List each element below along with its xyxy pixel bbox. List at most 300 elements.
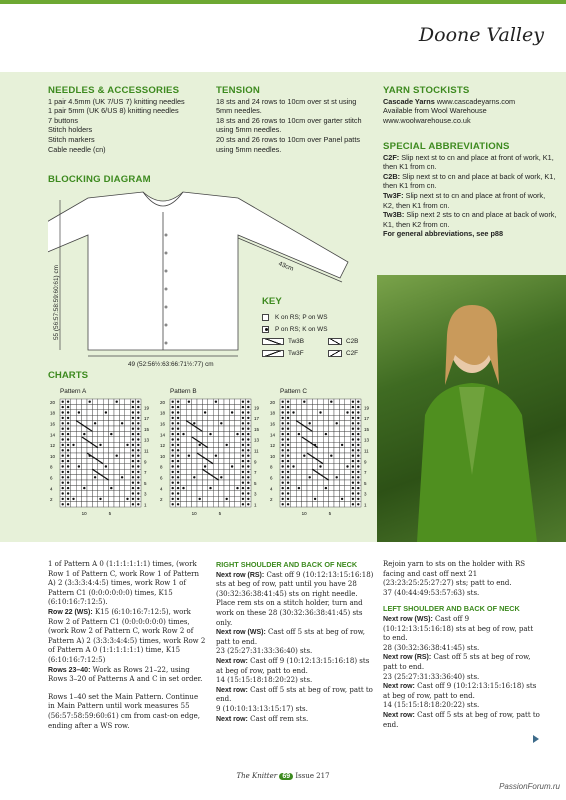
chart-cell bbox=[312, 485, 317, 490]
chart-cell bbox=[302, 410, 307, 415]
purl-dot bbox=[341, 498, 343, 500]
chart-cell bbox=[92, 502, 97, 507]
chart-cell bbox=[291, 442, 296, 447]
purl-dot bbox=[242, 498, 244, 500]
purl-dot bbox=[309, 476, 311, 478]
purl-dot bbox=[172, 444, 174, 446]
purl-dot bbox=[67, 492, 69, 494]
purl-dot bbox=[177, 503, 179, 505]
purl-dot bbox=[110, 487, 112, 489]
chart-cell bbox=[345, 437, 350, 442]
chart-cell bbox=[345, 426, 350, 431]
chart-cell bbox=[92, 496, 97, 501]
chart-cell bbox=[76, 399, 81, 404]
row-label: 3 bbox=[254, 491, 257, 497]
purl-dot bbox=[67, 444, 69, 446]
chart-cell bbox=[197, 491, 202, 496]
row-label: 19 bbox=[144, 405, 150, 411]
row-label: 12 bbox=[160, 443, 166, 449]
purl-dot bbox=[352, 422, 354, 424]
purl-dot bbox=[287, 487, 289, 489]
purl-dot bbox=[242, 401, 244, 403]
chart-cell bbox=[318, 448, 323, 453]
chart-cell bbox=[103, 480, 108, 485]
chart-cell bbox=[208, 453, 213, 458]
chart-cell bbox=[329, 421, 334, 426]
purl-dot bbox=[67, 428, 69, 430]
purl-dot bbox=[62, 406, 64, 408]
needles-heading: NEEDLES & ACCESSORIES bbox=[48, 85, 180, 96]
chart-cell bbox=[98, 410, 103, 415]
tension-line: 18 sts and 26 rows to 10cm over garter stitch bbox=[216, 115, 362, 125]
purl-dot bbox=[177, 455, 179, 457]
chart-cell bbox=[323, 496, 328, 501]
purl-dot bbox=[172, 433, 174, 435]
chart-cell bbox=[197, 399, 202, 404]
purl-dot bbox=[352, 498, 354, 500]
chart-cell bbox=[114, 437, 119, 442]
purl-dot bbox=[132, 455, 134, 457]
chart-cell bbox=[334, 480, 339, 485]
purl-dot bbox=[282, 460, 284, 462]
purl-dot bbox=[247, 449, 249, 451]
purl-dot bbox=[137, 492, 139, 494]
chart-cell bbox=[186, 458, 191, 463]
purl-dot bbox=[282, 444, 284, 446]
chart-cell bbox=[302, 496, 307, 501]
chart-cell bbox=[186, 480, 191, 485]
chart-cell bbox=[323, 469, 328, 474]
chart-cell bbox=[323, 410, 328, 415]
chart-cell bbox=[109, 404, 114, 409]
purl-dot bbox=[177, 492, 179, 494]
row-label: 19 bbox=[254, 405, 260, 411]
chart-cell bbox=[296, 453, 301, 458]
chart-cell bbox=[224, 458, 229, 463]
chart-cell bbox=[181, 453, 186, 458]
chart-cell bbox=[71, 464, 76, 469]
chart-cell bbox=[219, 496, 224, 501]
chart-cell bbox=[114, 426, 119, 431]
row-label: 12 bbox=[270, 443, 276, 449]
row-label: 13 bbox=[364, 437, 370, 443]
chart-cell bbox=[329, 442, 334, 447]
purl-dot bbox=[357, 406, 359, 408]
purl-dot bbox=[177, 406, 179, 408]
purl-dot bbox=[357, 428, 359, 430]
purl-dot bbox=[282, 471, 284, 473]
chart-cell bbox=[197, 480, 202, 485]
purl-dot bbox=[352, 449, 354, 451]
purl-dot bbox=[204, 465, 206, 467]
purl-dot bbox=[357, 460, 359, 462]
chart-cell bbox=[125, 464, 130, 469]
chart-cell bbox=[329, 469, 334, 474]
chart-cell bbox=[71, 421, 76, 426]
chart-cell bbox=[192, 496, 197, 501]
chart-cell bbox=[318, 485, 323, 490]
purl-dot bbox=[247, 471, 249, 473]
purl-dot bbox=[287, 465, 289, 467]
chart-cell bbox=[323, 426, 328, 431]
chart-cell bbox=[71, 410, 76, 415]
chart-cell bbox=[98, 453, 103, 458]
chart-cell bbox=[82, 442, 87, 447]
chart-cell bbox=[291, 485, 296, 490]
purl-dot bbox=[182, 433, 184, 435]
purl-dot bbox=[132, 503, 134, 505]
chart-cell bbox=[334, 437, 339, 442]
purl-dot bbox=[226, 444, 228, 446]
purl-dot bbox=[172, 487, 174, 489]
chart-cell bbox=[318, 453, 323, 458]
chart-cell bbox=[235, 491, 240, 496]
chart-cell bbox=[329, 480, 334, 485]
tension-line: using 5mm needles. bbox=[216, 144, 282, 154]
chart-cell bbox=[312, 415, 317, 420]
chart-cell bbox=[119, 464, 124, 469]
chart-cell bbox=[229, 448, 234, 453]
chart-cell bbox=[329, 404, 334, 409]
purl-dot bbox=[352, 401, 354, 403]
chart-cell bbox=[345, 480, 350, 485]
purl-dot bbox=[62, 476, 64, 478]
chart-cell bbox=[114, 458, 119, 463]
chart-cell bbox=[323, 480, 328, 485]
chart-cell bbox=[224, 464, 229, 469]
purl-dot bbox=[72, 498, 74, 500]
chart-cell bbox=[208, 410, 213, 415]
chart-cell bbox=[103, 431, 108, 436]
chart-cell bbox=[82, 448, 87, 453]
purl-dot bbox=[242, 476, 244, 478]
chart-cell bbox=[98, 431, 103, 436]
purl-dot bbox=[172, 460, 174, 462]
chart-cell bbox=[92, 426, 97, 431]
chart-cell bbox=[71, 491, 76, 496]
chart-cell bbox=[125, 502, 130, 507]
purl-dot bbox=[62, 460, 64, 462]
chart-cell bbox=[76, 502, 81, 507]
purl-dot bbox=[177, 444, 179, 446]
chart-cell bbox=[87, 458, 92, 463]
chart-cell bbox=[76, 458, 81, 463]
chart-cell bbox=[219, 480, 224, 485]
purl-symbol-icon bbox=[262, 326, 269, 333]
purl-dot bbox=[137, 444, 139, 446]
chart-cell bbox=[192, 431, 197, 436]
chart-cell bbox=[329, 431, 334, 436]
chart-cell bbox=[202, 404, 207, 409]
needles-line: 7 buttons bbox=[48, 115, 79, 125]
chart-cell bbox=[213, 404, 218, 409]
chart-cell bbox=[125, 491, 130, 496]
chart-cell bbox=[291, 491, 296, 496]
chart-cell bbox=[202, 485, 207, 490]
row-label: 14 bbox=[50, 432, 56, 438]
chart-cell bbox=[345, 404, 350, 409]
chart-cell bbox=[318, 431, 323, 436]
chart-cell bbox=[119, 431, 124, 436]
purl-dot bbox=[352, 438, 354, 440]
purl-dot bbox=[357, 503, 359, 505]
yarn-url[interactable]: www.cascadeyarns.com bbox=[436, 96, 516, 106]
chart-cell bbox=[302, 491, 307, 496]
chart-cell bbox=[312, 421, 317, 426]
purl-dot bbox=[116, 401, 118, 403]
chart-cell bbox=[235, 442, 240, 447]
chart-cell bbox=[291, 448, 296, 453]
chart-cell bbox=[318, 415, 323, 420]
chart-cell bbox=[114, 410, 119, 415]
chart-cell bbox=[87, 448, 92, 453]
chart-cell bbox=[229, 415, 234, 420]
purl-dot bbox=[352, 503, 354, 505]
chart-cell bbox=[345, 421, 350, 426]
c2f-symbol-icon bbox=[328, 350, 342, 357]
chart-cell bbox=[323, 399, 328, 404]
purl-dot bbox=[303, 455, 305, 457]
chart-cell bbox=[114, 421, 119, 426]
chart-cell bbox=[291, 437, 296, 442]
chart-cell bbox=[219, 426, 224, 431]
chart-cell bbox=[87, 480, 92, 485]
yarn-url2[interactable]: www.woolwarehouse.co.uk bbox=[383, 115, 471, 125]
purl-dot bbox=[357, 492, 359, 494]
row-label: 7 bbox=[254, 470, 257, 476]
purl-dot bbox=[247, 498, 249, 500]
chart-cell bbox=[103, 404, 108, 409]
purl-dot bbox=[62, 492, 64, 494]
purl-dot bbox=[110, 433, 112, 435]
chart-cell bbox=[235, 480, 240, 485]
purl-dot bbox=[242, 449, 244, 451]
chart-cell bbox=[192, 458, 197, 463]
purl-dot bbox=[242, 428, 244, 430]
purl-dot bbox=[287, 438, 289, 440]
chart-cell bbox=[197, 410, 202, 415]
chart-cell bbox=[208, 415, 213, 420]
chart-cell bbox=[109, 399, 114, 404]
purl-dot bbox=[188, 455, 190, 457]
purl-dot bbox=[287, 476, 289, 478]
chart-cell bbox=[224, 453, 229, 458]
chart-cell bbox=[224, 404, 229, 409]
chart-cell bbox=[219, 431, 224, 436]
chart-cell bbox=[202, 491, 207, 496]
chart-cell bbox=[307, 480, 312, 485]
purl-dot bbox=[352, 428, 354, 430]
purl-dot bbox=[62, 455, 64, 457]
purl-dot bbox=[137, 433, 139, 435]
chart-cell bbox=[87, 410, 92, 415]
purl-dot bbox=[242, 422, 244, 424]
instructions-col-3: Rejoin yarn to sts on the holder with RS facing and cast off next 21 (23:23:25:25:27:27) sts; patt to end. 37 (40:44:49:53:57:63) sts. LEFT SHOULDER AND BACK OF NECK Next row (WS): Cast off 9 (10:12:13:15:16:18) sts at beg of row, patt to end. 28 (30:32:36:38:41:45) sts. Next row (RS): Cast off 5 sts at beg of row, patt to end. 23 (25:27:31:33:36:40) sts. Next row: Cast off 9 (10:12:13:15:16:18) sts at beg of row, patt to end. 14 (15:15:18:18:20:22) sts. Next row: Cast off 5 sts at beg of row, patt to end. bbox=[383, 560, 540, 729]
chart-cell bbox=[224, 485, 229, 490]
purl-dot bbox=[220, 476, 222, 478]
chart-cell bbox=[318, 502, 323, 507]
row-label: 7 bbox=[364, 470, 367, 476]
chart-label: Pattern C bbox=[280, 388, 307, 395]
chart-cell bbox=[87, 496, 92, 501]
purl-dot bbox=[346, 465, 348, 467]
chart-cell bbox=[87, 421, 92, 426]
chart-cell bbox=[192, 415, 197, 420]
purl-dot bbox=[137, 455, 139, 457]
chart-cell bbox=[307, 415, 312, 420]
chart-cell bbox=[312, 448, 317, 453]
chart-cell bbox=[197, 464, 202, 469]
purl-dot bbox=[132, 411, 134, 413]
needles-section bbox=[48, 86, 213, 154]
chart-cell bbox=[323, 415, 328, 420]
chart-cell bbox=[76, 469, 81, 474]
purl-dot bbox=[137, 487, 139, 489]
purl-dot bbox=[247, 460, 249, 462]
chart-cell bbox=[339, 399, 344, 404]
purl-dot bbox=[177, 460, 179, 462]
chart-cell bbox=[235, 475, 240, 480]
chart-cell bbox=[125, 475, 130, 480]
chart-cell bbox=[82, 464, 87, 469]
purl-dot bbox=[247, 487, 249, 489]
chart-cell bbox=[224, 502, 229, 507]
chart-cell bbox=[71, 475, 76, 480]
chart-cell bbox=[114, 431, 119, 436]
chart-cell bbox=[119, 426, 124, 431]
chart-cell bbox=[318, 437, 323, 442]
row-label: 15 bbox=[254, 426, 260, 432]
chart-cell bbox=[213, 458, 218, 463]
chart-cell bbox=[229, 442, 234, 447]
chart-cell bbox=[329, 485, 334, 490]
purl-dot bbox=[336, 476, 338, 478]
chart-cell bbox=[229, 502, 234, 507]
purl-dot bbox=[67, 476, 69, 478]
purl-dot bbox=[282, 406, 284, 408]
chart-cell bbox=[92, 464, 97, 469]
chart-cell bbox=[334, 399, 339, 404]
chart-cell bbox=[302, 502, 307, 507]
chart-cell bbox=[323, 464, 328, 469]
purl-dot bbox=[182, 487, 184, 489]
purl-dot bbox=[319, 465, 321, 467]
chart-cell bbox=[291, 399, 296, 404]
purl-dot bbox=[132, 428, 134, 430]
chart-cell bbox=[219, 464, 224, 469]
purl-dot bbox=[67, 471, 69, 473]
chart-cell bbox=[119, 404, 124, 409]
purl-dot bbox=[215, 455, 217, 457]
purl-dot bbox=[172, 411, 174, 413]
chart-cell bbox=[219, 458, 224, 463]
chart-cell bbox=[125, 410, 130, 415]
chart-cell bbox=[71, 458, 76, 463]
purl-dot bbox=[247, 401, 249, 403]
purl-dot bbox=[172, 428, 174, 430]
chart-cell bbox=[109, 491, 114, 496]
chart-cell bbox=[76, 415, 81, 420]
purl-dot bbox=[247, 492, 249, 494]
chart-cell bbox=[339, 431, 344, 436]
chart-cell bbox=[291, 453, 296, 458]
row-label: 9 bbox=[254, 459, 257, 465]
chart-cell bbox=[296, 496, 301, 501]
row-label: 9 bbox=[144, 459, 147, 465]
purl-dot bbox=[172, 422, 174, 424]
purl-dot bbox=[132, 401, 134, 403]
row-label: 17 bbox=[254, 416, 260, 422]
purl-dot bbox=[247, 411, 249, 413]
chart-cell bbox=[186, 464, 191, 469]
chart-cell bbox=[109, 426, 114, 431]
chart-cell bbox=[219, 453, 224, 458]
needles-line: 1 pair 5mm (UK 6/US 8) knitting needles bbox=[48, 106, 179, 116]
chart-cell bbox=[181, 480, 186, 485]
yarn-section bbox=[383, 86, 553, 125]
chart-cell bbox=[345, 399, 350, 404]
purl-dot bbox=[137, 482, 139, 484]
purl-dot bbox=[247, 417, 249, 419]
purl-dot bbox=[352, 471, 354, 473]
chart-cell bbox=[82, 496, 87, 501]
chart-cell bbox=[202, 475, 207, 480]
purl-dot bbox=[172, 503, 174, 505]
purl-dot bbox=[105, 411, 107, 413]
chart-cell bbox=[339, 491, 344, 496]
chart-cell bbox=[208, 502, 213, 507]
chart-grid-c bbox=[268, 397, 373, 527]
chart-cell bbox=[224, 480, 229, 485]
chart-cell bbox=[307, 410, 312, 415]
chart-cell bbox=[213, 437, 218, 442]
purl-dot bbox=[67, 498, 69, 500]
abbrev-heading: SPECIAL ABBREVIATIONS bbox=[383, 141, 510, 152]
purl-dot bbox=[62, 487, 64, 489]
chart-cell bbox=[103, 437, 108, 442]
chart-cell bbox=[186, 448, 191, 453]
chart-cell bbox=[329, 496, 334, 501]
chart-cell bbox=[181, 448, 186, 453]
purl-dot bbox=[303, 401, 305, 403]
chart-cell bbox=[307, 431, 312, 436]
chart-cell bbox=[307, 458, 312, 463]
purl-dot bbox=[242, 417, 244, 419]
chart-cell bbox=[92, 491, 97, 496]
purl-dot bbox=[242, 503, 244, 505]
chart-cell bbox=[114, 485, 119, 490]
chart-grid-b bbox=[158, 397, 263, 527]
row-label: 3 bbox=[364, 491, 367, 497]
chart-cell bbox=[192, 469, 197, 474]
key-heading: KEY bbox=[262, 296, 282, 307]
purl-dot bbox=[357, 487, 359, 489]
chart-cell bbox=[334, 431, 339, 436]
chart-cell bbox=[186, 502, 191, 507]
row-label: 8 bbox=[160, 464, 163, 470]
purl-dot bbox=[242, 471, 244, 473]
chart-cell bbox=[334, 448, 339, 453]
chart-cell bbox=[229, 421, 234, 426]
chart-cell bbox=[219, 415, 224, 420]
row-label: 9 bbox=[364, 459, 367, 465]
row-label: 10 bbox=[160, 453, 166, 459]
chart-cell bbox=[192, 464, 197, 469]
purl-dot bbox=[357, 422, 359, 424]
purl-dot bbox=[172, 406, 174, 408]
chart-cell bbox=[197, 404, 202, 409]
chart-cell bbox=[235, 437, 240, 442]
